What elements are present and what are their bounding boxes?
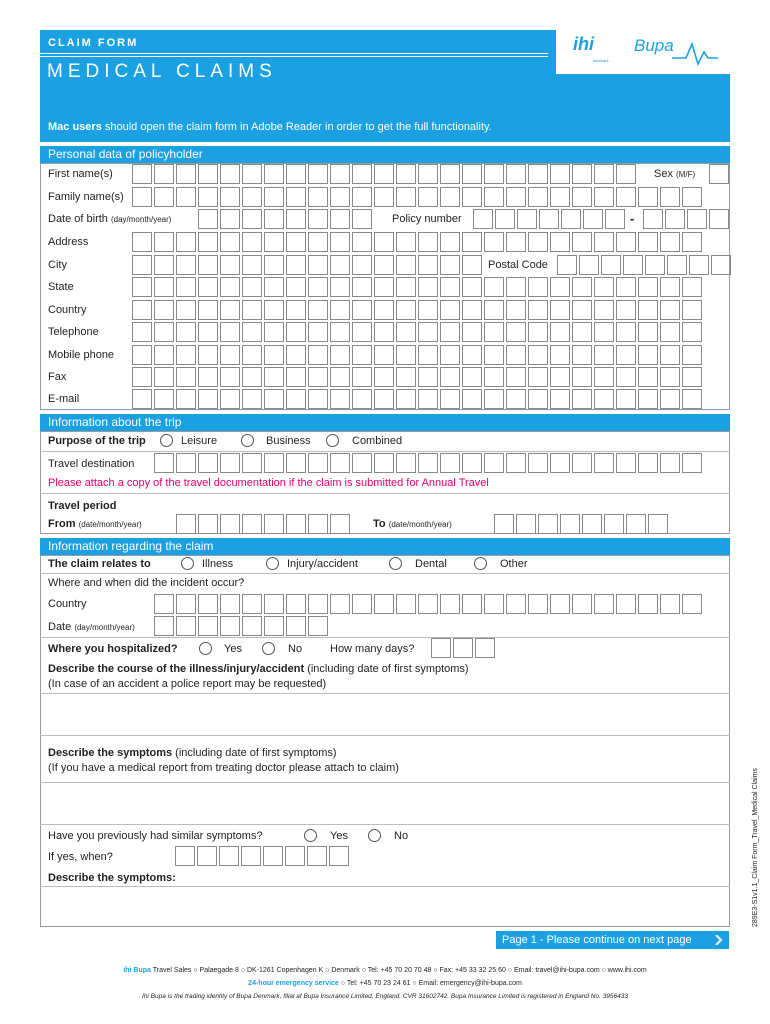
- claim-date-label: Date (day/month/year): [48, 621, 135, 633]
- email-label: E-mail: [48, 393, 80, 405]
- previously-label: Have you previously had similar symptoms?: [48, 830, 263, 842]
- fax-label: Fax: [48, 371, 67, 383]
- annual-travel-note: Please attach a copy of the travel documentation if the claim is submitted for Annual Travel: [48, 477, 489, 489]
- chevron-right-icon: [714, 935, 724, 945]
- dental-radio[interactable]: [389, 557, 402, 570]
- fax-field[interactable]: [132, 367, 704, 387]
- state-label: State: [48, 281, 74, 293]
- claim-date-hint: (day/month/year): [74, 623, 135, 632]
- mac-users-label: Mac users: [48, 121, 102, 133]
- footer-emergency-label: 24-hour emergency service: [248, 980, 339, 987]
- destination-label: Travel destination: [48, 458, 135, 470]
- claim-relates-label: The claim relates to: [48, 558, 151, 570]
- document-code: 289E3-S1v1.1_Claim Form_Travel_Medical Claims: [752, 768, 759, 927]
- symptoms-textarea[interactable]: [40, 783, 730, 824]
- leisure-label: Leisure: [181, 435, 218, 447]
- if-yes-date-field[interactable]: [175, 846, 351, 866]
- first-name-field[interactable]: [132, 164, 638, 184]
- to-hint: (date/month/year): [388, 520, 452, 529]
- hospitalized-yes-radio[interactable]: [199, 642, 212, 655]
- postal-code-label: Postal Code: [488, 259, 548, 271]
- continue-page-button[interactable]: [496, 931, 729, 949]
- to-date-field[interactable]: [494, 514, 670, 534]
- previously-no-radio[interactable]: [368, 829, 381, 842]
- family-name-field[interactable]: [132, 187, 704, 207]
- injury-label: Injury/accident: [287, 558, 358, 570]
- policy-number-label: Policy number: [392, 213, 462, 225]
- divider: [40, 735, 730, 736]
- sex-hint: (M/F): [676, 170, 696, 179]
- divider: [40, 493, 730, 494]
- previously-yes-radio[interactable]: [304, 829, 317, 842]
- header-divider: [40, 56, 548, 57]
- divider: [40, 824, 730, 825]
- section-trip: Information about the trip: [40, 414, 730, 431]
- divider: [40, 573, 730, 574]
- policy-dash: -: [630, 211, 635, 226]
- postal-code-field[interactable]: [557, 255, 733, 275]
- course-note: (In case of an accident a police report may be requested): [48, 678, 327, 690]
- policy-number-field[interactable]: [473, 209, 627, 229]
- divider: [40, 451, 730, 452]
- section-claim: Information regarding the claim: [40, 538, 730, 555]
- destination-field[interactable]: [154, 453, 704, 473]
- section-policyholder: Personal data of policyholder: [40, 146, 730, 163]
- previously-yes-label: Yes: [330, 830, 348, 842]
- policy-suffix-field[interactable]: [643, 209, 731, 229]
- state-field[interactable]: [132, 277, 704, 297]
- previously-no-label: No: [394, 830, 409, 842]
- business-label: Business: [266, 435, 311, 447]
- footer-brand: ihi Bupa: [123, 967, 151, 974]
- course-textarea[interactable]: [40, 694, 730, 735]
- claim-country-field[interactable]: [154, 594, 704, 614]
- if-yes-label: If yes, when?: [48, 851, 113, 863]
- telephone-field[interactable]: [132, 322, 704, 342]
- mac-users-note: [48, 121, 492, 133]
- continue-page-label: Page 1 - Please continue on next page: [502, 934, 692, 946]
- where-when-label: Where and when did the incident occur?: [48, 577, 245, 589]
- travel-period-label: Travel period: [48, 500, 117, 512]
- to-label: To (date/month/year): [373, 518, 452, 530]
- country-field[interactable]: [132, 300, 704, 320]
- footer-legal: Ihi Bupa is the trading identity of Bupa Denmark, filial af Bupa Insurance Limited, England. CVR 31602742. Bupa Insurance Limited is registered in England No. 3956433: [142, 993, 628, 1000]
- mac-users-text: should open the claim form in Adobe Reader in order to get the full functionality.: [104, 121, 492, 133]
- leisure-radio[interactable]: [160, 434, 173, 447]
- describe-textarea[interactable]: [40, 887, 730, 927]
- days-field[interactable]: [431, 638, 497, 658]
- sex-field[interactable]: [709, 164, 731, 184]
- combined-radio[interactable]: [326, 434, 339, 447]
- from-date-field[interactable]: [176, 514, 352, 534]
- claim-country-label: Country: [48, 598, 87, 610]
- business-radio[interactable]: [241, 434, 254, 447]
- from-hint: (date/month/year): [78, 520, 142, 529]
- injury-radio[interactable]: [266, 557, 279, 570]
- first-name-label: First name(s): [48, 168, 113, 180]
- hospitalized-yes-label: Yes: [224, 643, 242, 655]
- other-radio[interactable]: [474, 557, 487, 570]
- mobile-label: Mobile phone: [48, 349, 115, 361]
- divider: [40, 637, 730, 638]
- dob-field[interactable]: [198, 209, 374, 229]
- claim-date-field[interactable]: [154, 616, 330, 636]
- other-label: Other: [500, 558, 528, 570]
- course-label: Describe the course of the illness/injury/accident (including date of first symptoms): [48, 663, 469, 675]
- header-divider: [40, 53, 548, 54]
- symptoms-note: (If you have a medical report from treating doctor please attach to claim): [48, 762, 399, 774]
- family-name-label: Family name(s): [48, 191, 124, 203]
- hospitalized-label: Where you hospitalized?: [48, 643, 178, 655]
- hospitalized-no-radio[interactable]: [262, 642, 275, 655]
- country-label: Country: [48, 304, 87, 316]
- footer-emergency: [0, 980, 770, 987]
- dental-label: Dental: [415, 558, 447, 570]
- heartbeat-icon: [672, 40, 720, 66]
- symptoms-label: Describe the symptoms (including date of first symptoms): [48, 747, 337, 759]
- address-label: Address: [48, 236, 89, 248]
- city-label: City: [48, 259, 67, 271]
- footer-contact-text: Travel Sales ○ Palaegade 8 ○ DK-1261 Copenhagen K ○ Denmark ○ Tel: +45 70 20 70 48 ○ Fax: +45 33 32 25 60 ○ Email: travel@ihi-bupa.com ○ www.ihi.com: [152, 967, 647, 974]
- footer-contact: [0, 967, 770, 974]
- illness-label: Illness: [202, 558, 234, 570]
- purpose-label: Purpose of the trip: [48, 435, 146, 447]
- from-label: From (date/month/year): [48, 518, 142, 530]
- page-title: MEDICAL CLAIMS: [47, 61, 277, 82]
- footer-emergency-text: ○ Tel: +45 70 23 24 61 ○ Email: emergency@ihi-bupa.com: [340, 980, 522, 987]
- hospitalized-no-label: No: [288, 643, 303, 655]
- bupa-logo: Bupa: [634, 36, 674, 55]
- describe-symptoms-label: Describe the symptoms:: [48, 872, 176, 884]
- dob-hint: (day/month/year): [110, 215, 172, 224]
- how-many-days-label: How many days?: [330, 643, 415, 655]
- address-field[interactable]: [132, 232, 704, 252]
- form-kicker: CLAIM FORM: [48, 37, 139, 49]
- city-field[interactable]: [132, 255, 484, 275]
- illness-radio[interactable]: [181, 557, 194, 570]
- sex-label: Sex (M/F): [654, 168, 696, 180]
- telephone-label: Telephone: [48, 326, 99, 338]
- mobile-field[interactable]: [132, 345, 704, 365]
- combined-label: Combined: [352, 435, 403, 447]
- dob-label: Date of birth (day/month/year): [48, 213, 172, 225]
- ihi-logo: ihi: [573, 34, 594, 54]
- email-field[interactable]: [132, 389, 704, 409]
- ihi-logo-sub: danmark: [593, 58, 609, 63]
